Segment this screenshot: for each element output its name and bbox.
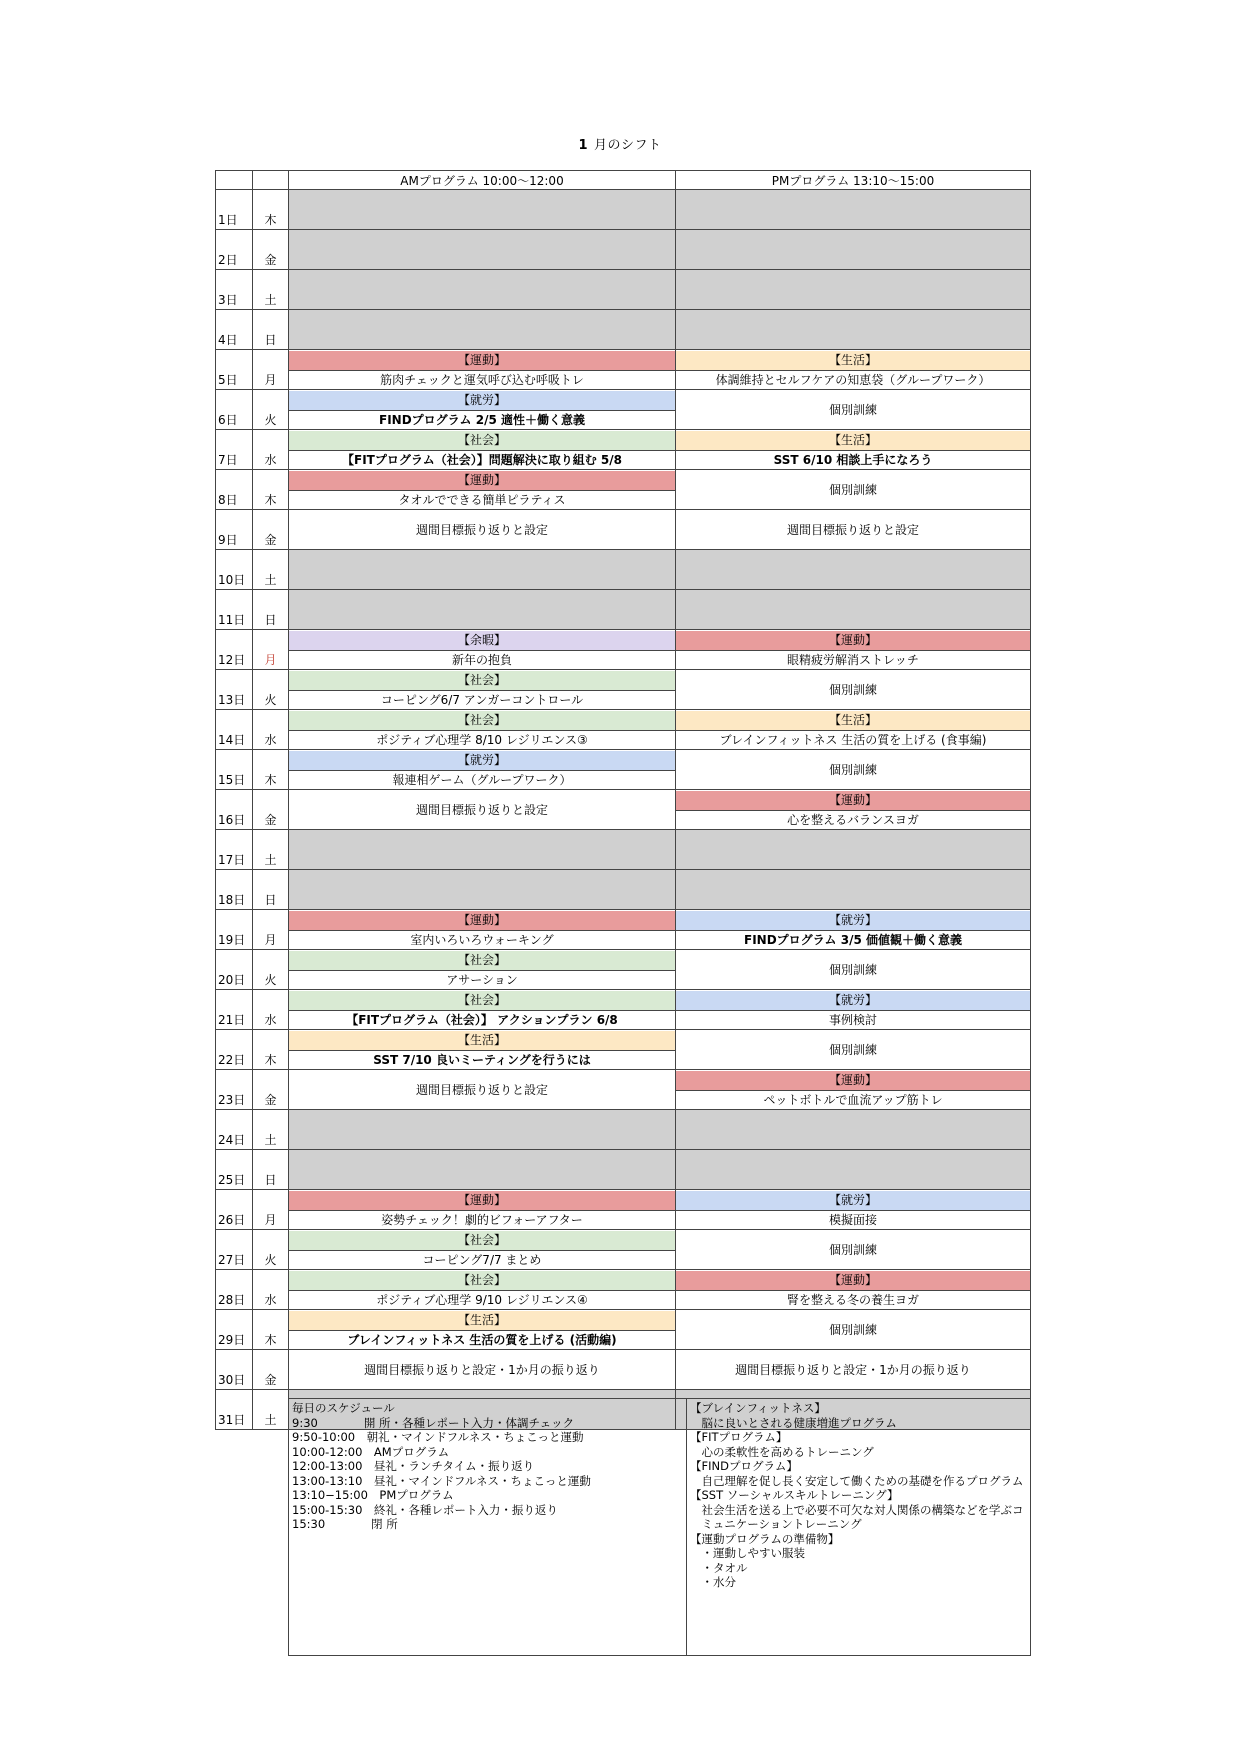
program-title: 心を整えるバランスヨガ bbox=[787, 813, 919, 827]
am-slot bbox=[289, 470, 676, 510]
day-number: 8日 bbox=[216, 470, 253, 510]
weekday: 水 bbox=[253, 1270, 289, 1310]
am-slot bbox=[289, 630, 676, 670]
am-slot bbox=[289, 750, 676, 790]
category-tag: 【運動】 bbox=[676, 1071, 1030, 1091]
program-title: 個別訓練 bbox=[828, 962, 877, 977]
am-slot bbox=[289, 670, 676, 710]
pm-slot bbox=[676, 590, 1031, 630]
glossary-line: 社会生活を送る上で必要不可欠な対人関係の構築などを学ぶコ bbox=[690, 1502, 1024, 1517]
header-am: AMプログラム 10:00～12:00 bbox=[289, 171, 676, 190]
glossary-line: ・運動しやすい服装 bbox=[690, 1546, 805, 1560]
table-row bbox=[216, 670, 1031, 710]
category-tag: 【生活】 bbox=[676, 711, 1030, 731]
day-number: 13日 bbox=[216, 670, 253, 710]
category-tag: 【運動】 bbox=[289, 351, 675, 371]
table-row bbox=[216, 710, 1031, 750]
am-slot bbox=[289, 990, 676, 1030]
program-title: ポジティブ心理学 9/10 レジリエンス④ bbox=[376, 1293, 588, 1307]
glossary-line: 【ブレインフィットネス】 bbox=[690, 1401, 826, 1415]
schedule-line: 10:00-12:00 AMプログラム bbox=[292, 1444, 450, 1459]
table-row bbox=[216, 350, 1031, 390]
program-title: 【FITプログラム（社会）】問題解決に取り組む 5/8 bbox=[342, 453, 622, 467]
weekday: 土 bbox=[253, 1110, 289, 1150]
title-text: 月のシフト bbox=[594, 138, 662, 153]
weekday: 月 bbox=[253, 910, 289, 950]
program-title: 筋肉チェックと運気呼び込む呼吸トレ bbox=[380, 373, 584, 387]
am-slot bbox=[289, 430, 676, 470]
notes-table bbox=[288, 1398, 1031, 1656]
pm-slot bbox=[676, 710, 1031, 750]
weekday: 水 bbox=[253, 990, 289, 1030]
table-row bbox=[216, 1230, 1031, 1270]
day-number: 17日 bbox=[216, 830, 253, 870]
day-number: 15日 bbox=[216, 750, 253, 790]
program-title: 新年の抱負 bbox=[451, 653, 512, 667]
am-slot bbox=[289, 1030, 676, 1070]
category-tag: 【社会】 bbox=[289, 1271, 675, 1291]
category-tag: 【余暇】 bbox=[289, 631, 675, 651]
program-title: 週間目標振り返りと設定 bbox=[415, 1082, 548, 1097]
category-tag: 【社会】 bbox=[289, 1231, 675, 1251]
pm-slot bbox=[676, 910, 1031, 950]
program-title: SST 6/10 相談上手になろう bbox=[773, 453, 933, 467]
category-tag: 【就労】 bbox=[289, 391, 675, 411]
weekday: 火 bbox=[253, 670, 289, 710]
glossary-line: ・タオル bbox=[690, 1560, 748, 1575]
table-row bbox=[216, 1150, 1031, 1190]
daily-schedule bbox=[289, 1399, 687, 1656]
category-tag: 【運動】 bbox=[289, 471, 675, 491]
day-number: 14日 bbox=[216, 710, 253, 750]
category-tag: 【運動】 bbox=[676, 791, 1030, 811]
program-title: 個別訓練 bbox=[828, 682, 877, 697]
weekday: 水 bbox=[253, 430, 289, 470]
category-tag: 【運動】 bbox=[676, 631, 1030, 651]
program-title: 姿勢チェック！劇的ビフォーアフター bbox=[381, 1213, 583, 1227]
program-title: 腎を整える冬の養生ヨガ bbox=[786, 1293, 919, 1307]
program-title: ペットボトルで血流アップ筋トレ bbox=[763, 1093, 943, 1107]
pm-slot bbox=[676, 790, 1031, 830]
day-number: 31日 bbox=[216, 1390, 253, 1430]
program-title: 週間目標振り返りと設定 bbox=[415, 522, 548, 537]
weekday: 金 bbox=[253, 1350, 289, 1390]
pm-slot bbox=[676, 510, 1031, 550]
weekday: 火 bbox=[253, 950, 289, 990]
table-row bbox=[216, 830, 1031, 870]
program-title: 眼精疲労解消ストレッチ bbox=[787, 653, 919, 667]
header-row bbox=[216, 171, 1031, 190]
pm-slot bbox=[676, 230, 1031, 270]
category-tag: 【生活】 bbox=[289, 1031, 675, 1051]
table-row bbox=[216, 790, 1031, 830]
day-number: 22日 bbox=[216, 1030, 253, 1070]
pm-slot bbox=[676, 550, 1031, 590]
schedule-line: 15:30 閉 所 bbox=[292, 1517, 398, 1531]
category-tag: 【生活】 bbox=[676, 431, 1030, 451]
weekday: 水 bbox=[253, 710, 289, 750]
table-row bbox=[216, 990, 1031, 1030]
category-tag: 【運動】 bbox=[289, 911, 675, 931]
table-row bbox=[216, 550, 1031, 590]
day-number: 19日 bbox=[216, 910, 253, 950]
table-row bbox=[216, 910, 1031, 950]
day-number: 11日 bbox=[216, 590, 253, 630]
weekday: 日 bbox=[253, 1150, 289, 1190]
pm-slot bbox=[676, 310, 1031, 350]
weekday: 土 bbox=[253, 270, 289, 310]
weekday: 木 bbox=[253, 750, 289, 790]
program-title: 個別訓練 bbox=[828, 1322, 877, 1337]
weekday: 木 bbox=[253, 1310, 289, 1350]
weekday: 月 bbox=[253, 350, 289, 390]
weekday: 土 bbox=[253, 1390, 289, 1430]
weekday: 月 bbox=[253, 1190, 289, 1230]
am-slot bbox=[289, 390, 676, 430]
day-number: 9日 bbox=[216, 510, 253, 550]
program-title: 週間目標振り返りと設定・1か月の振り返り bbox=[364, 1362, 600, 1377]
pm-slot bbox=[676, 990, 1031, 1030]
am-slot bbox=[289, 590, 676, 630]
day-number: 4日 bbox=[216, 310, 253, 350]
pm-slot bbox=[676, 1270, 1031, 1310]
schedule-line: 毎日のスケジュール bbox=[292, 1401, 395, 1415]
am-slot bbox=[289, 510, 676, 550]
pm-slot bbox=[676, 950, 1031, 990]
category-tag: 【就労】 bbox=[676, 1191, 1030, 1211]
weekday: 火 bbox=[253, 1230, 289, 1270]
category-tag: 【社会】 bbox=[289, 991, 675, 1011]
table-row bbox=[216, 1350, 1031, 1390]
program-title: コーピング7/7 まとめ bbox=[422, 1253, 542, 1267]
program-title: タオルでできる簡単ピラティス bbox=[398, 493, 566, 507]
header-pm: PMプログラム 13:10～15:00 bbox=[676, 171, 1031, 190]
pm-slot bbox=[676, 1310, 1031, 1350]
table-row bbox=[216, 1190, 1031, 1230]
am-slot bbox=[289, 1150, 676, 1190]
pm-slot bbox=[676, 1070, 1031, 1110]
weekday: 金 bbox=[253, 790, 289, 830]
program-title: SST 7/10 良いミーティングを行うには bbox=[373, 1053, 591, 1067]
category-tag: 【社会】 bbox=[289, 671, 675, 691]
schedule-line: 15:00-15:30 終礼・各種レポート入力・振り返り bbox=[292, 1502, 558, 1517]
pm-slot bbox=[676, 190, 1031, 230]
table-row bbox=[216, 630, 1031, 670]
pm-slot bbox=[676, 1110, 1031, 1150]
am-slot bbox=[289, 310, 676, 350]
weekday: 日 bbox=[253, 870, 289, 910]
weekday: 日 bbox=[253, 590, 289, 630]
header-day-cell bbox=[216, 171, 253, 190]
category-tag: 【生活】 bbox=[289, 1311, 675, 1331]
am-slot bbox=[289, 830, 676, 870]
am-slot bbox=[289, 550, 676, 590]
pm-slot bbox=[676, 470, 1031, 510]
am-slot bbox=[289, 710, 676, 750]
day-number: 6日 bbox=[216, 390, 253, 430]
day-number: 29日 bbox=[216, 1310, 253, 1350]
glossary-line: 【FITプログラム】 bbox=[690, 1430, 788, 1444]
table-row bbox=[216, 1310, 1031, 1350]
glossary-line: ・水分 bbox=[690, 1575, 736, 1589]
glossary-line: 【FINDプログラム】 bbox=[690, 1459, 798, 1473]
weekday: 土 bbox=[253, 830, 289, 870]
program-title: アサーション bbox=[446, 973, 518, 987]
weekday: 木 bbox=[253, 470, 289, 510]
program-title: コーピング6/7 アンガーコントロール bbox=[380, 693, 584, 707]
category-tag: 【運動】 bbox=[289, 1191, 675, 1211]
am-slot bbox=[289, 910, 676, 950]
glossary-line: 【運動プログラムの準備物】 bbox=[690, 1531, 840, 1546]
header-weekday-cell bbox=[253, 171, 289, 190]
program-title: 個別訓練 bbox=[828, 1242, 877, 1257]
category-tag: 【生活】 bbox=[676, 351, 1030, 371]
am-slot bbox=[289, 1190, 676, 1230]
table-row bbox=[216, 1270, 1031, 1310]
category-tag: 【就労】 bbox=[289, 751, 675, 771]
am-slot bbox=[289, 950, 676, 990]
table-row bbox=[216, 390, 1031, 430]
day-number: 18日 bbox=[216, 870, 253, 910]
table-row bbox=[216, 750, 1031, 790]
pm-slot bbox=[676, 670, 1031, 710]
pm-slot bbox=[676, 430, 1031, 470]
day-number: 10日 bbox=[216, 550, 253, 590]
table-row bbox=[216, 510, 1031, 550]
weekday: 木 bbox=[253, 190, 289, 230]
program-title: 個別訓練 bbox=[828, 482, 877, 497]
table-row bbox=[216, 1030, 1031, 1070]
table-row bbox=[216, 870, 1031, 910]
page-title bbox=[0, 134, 1240, 153]
program-title: FINDプログラム 3/5 価値観＋働く意義 bbox=[744, 933, 962, 947]
glossary-line: 脳に良いとされる健康増進プログラム bbox=[690, 1415, 897, 1430]
pm-slot bbox=[676, 350, 1031, 390]
schedule-line: 12:00-13:00 昼礼・ランチタイム・振り返り bbox=[292, 1459, 535, 1473]
am-slot bbox=[289, 230, 676, 270]
category-tag: 【就労】 bbox=[676, 911, 1030, 931]
weekday: 火 bbox=[253, 390, 289, 430]
glossary-line: 心の柔軟性を高めるトレーニング bbox=[690, 1444, 874, 1459]
day-number: 24日 bbox=[216, 1110, 253, 1150]
pm-slot bbox=[676, 1230, 1031, 1270]
glossary-line: 自己理解を促し長く安定して働くための基礎を作るプログラム bbox=[690, 1473, 1024, 1488]
program-title: ポジティブ心理学 8/10 レジリエンス③ bbox=[376, 733, 588, 747]
am-slot bbox=[289, 190, 676, 230]
glossary-line: ミュニケーショントレーニング bbox=[690, 1517, 862, 1531]
table-row bbox=[216, 1110, 1031, 1150]
program-title: 模擬面接 bbox=[828, 1213, 877, 1227]
program-title: 【FITプログラム（社会）】 アクションプラン 6/8 bbox=[346, 1013, 618, 1027]
am-slot bbox=[289, 1230, 676, 1270]
program-title: 室内いろいろウォーキング bbox=[410, 933, 554, 947]
day-number: 21日 bbox=[216, 990, 253, 1030]
day-number: 5日 bbox=[216, 350, 253, 390]
day-number: 25日 bbox=[216, 1150, 253, 1190]
schedule-line: 9:30 開 所・各種レポート入力・体調チェック bbox=[292, 1415, 575, 1430]
pm-slot bbox=[676, 870, 1031, 910]
day-number: 26日 bbox=[216, 1190, 253, 1230]
schedule-line: 13:00-13:10 昼礼・マインドフルネス・ちょこっと運動 bbox=[292, 1473, 591, 1488]
table-row bbox=[216, 1070, 1031, 1110]
pm-slot bbox=[676, 1190, 1031, 1230]
pm-slot bbox=[676, 1350, 1031, 1390]
month-number: 1 bbox=[578, 138, 589, 153]
pm-slot bbox=[676, 830, 1031, 870]
weekday: 月 bbox=[253, 630, 289, 670]
weekday: 土 bbox=[253, 550, 289, 590]
table-row bbox=[216, 270, 1031, 310]
program-title: ブレインフィットネス 生活の質を上げる (食事編) bbox=[719, 733, 987, 747]
am-slot bbox=[289, 1070, 676, 1110]
am-slot bbox=[289, 790, 676, 830]
am-slot bbox=[289, 870, 676, 910]
schedule-line: 13:10−15:00 PMプログラム bbox=[292, 1488, 454, 1502]
am-slot bbox=[289, 1110, 676, 1150]
table-row bbox=[216, 470, 1031, 510]
category-tag: 【就労】 bbox=[676, 991, 1030, 1011]
am-slot bbox=[289, 350, 676, 390]
day-number: 7日 bbox=[216, 430, 253, 470]
day-number: 27日 bbox=[216, 1230, 253, 1270]
program-title: 事例検討 bbox=[828, 1013, 877, 1027]
shift-table bbox=[215, 170, 1031, 1430]
weekday: 木 bbox=[253, 1030, 289, 1070]
table-row bbox=[216, 230, 1031, 270]
table-row bbox=[216, 590, 1031, 630]
am-slot bbox=[289, 1350, 676, 1390]
pm-slot bbox=[676, 750, 1031, 790]
table-row bbox=[216, 430, 1031, 470]
weekday: 金 bbox=[253, 230, 289, 270]
pm-slot bbox=[676, 270, 1031, 310]
category-tag: 【社会】 bbox=[289, 711, 675, 731]
category-tag: 【社会】 bbox=[289, 951, 675, 971]
program-title: 個別訓練 bbox=[828, 1042, 877, 1057]
program-title: 週間目標振り返りと設定 bbox=[415, 802, 548, 817]
table-row bbox=[216, 950, 1031, 990]
program-glossary bbox=[687, 1399, 1031, 1656]
category-tag: 【社会】 bbox=[289, 431, 675, 451]
program-title: 報連相ゲーム（グループワーク） bbox=[392, 773, 572, 787]
program-title: 週間目標振り返りと設定 bbox=[786, 522, 919, 537]
program-title: 週間目標振り返りと設定・1か月の振り返り bbox=[735, 1362, 971, 1377]
pm-slot bbox=[676, 630, 1031, 670]
day-number: 12日 bbox=[216, 630, 253, 670]
pm-slot bbox=[676, 390, 1031, 430]
weekday: 日 bbox=[253, 310, 289, 350]
table-row bbox=[216, 190, 1031, 230]
pm-slot bbox=[676, 1150, 1031, 1190]
program-title: 体調維持とセルフケアの知恵袋（グループワーク） bbox=[715, 373, 991, 387]
glossary-line: 【SST ソーシャルスキルトレーニング】 bbox=[690, 1488, 899, 1502]
schedule-line: 9:50-10:00 朝礼・マインドフルネス・ちょこっと運動 bbox=[292, 1430, 584, 1444]
table-row bbox=[216, 310, 1031, 350]
day-number: 2日 bbox=[216, 230, 253, 270]
weekday: 金 bbox=[253, 510, 289, 550]
program-title: 個別訓練 bbox=[828, 402, 877, 417]
am-slot bbox=[289, 1310, 676, 1350]
program-title: 個別訓練 bbox=[828, 762, 877, 777]
day-number: 28日 bbox=[216, 1270, 253, 1310]
program-title: ブレインフィットネス 生活の質を上げる (活動編) bbox=[347, 1333, 617, 1347]
day-number: 20日 bbox=[216, 950, 253, 990]
day-number: 3日 bbox=[216, 270, 253, 310]
am-slot bbox=[289, 1270, 676, 1310]
pm-slot bbox=[676, 1030, 1031, 1070]
category-tag: 【運動】 bbox=[676, 1271, 1030, 1291]
am-slot bbox=[289, 270, 676, 310]
weekday: 金 bbox=[253, 1070, 289, 1110]
day-number: 23日 bbox=[216, 1070, 253, 1110]
day-number: 16日 bbox=[216, 790, 253, 830]
day-number: 30日 bbox=[216, 1350, 253, 1390]
day-number: 1日 bbox=[216, 190, 253, 230]
program-title: FINDプログラム 2/5 適性＋働く意義 bbox=[379, 413, 585, 427]
